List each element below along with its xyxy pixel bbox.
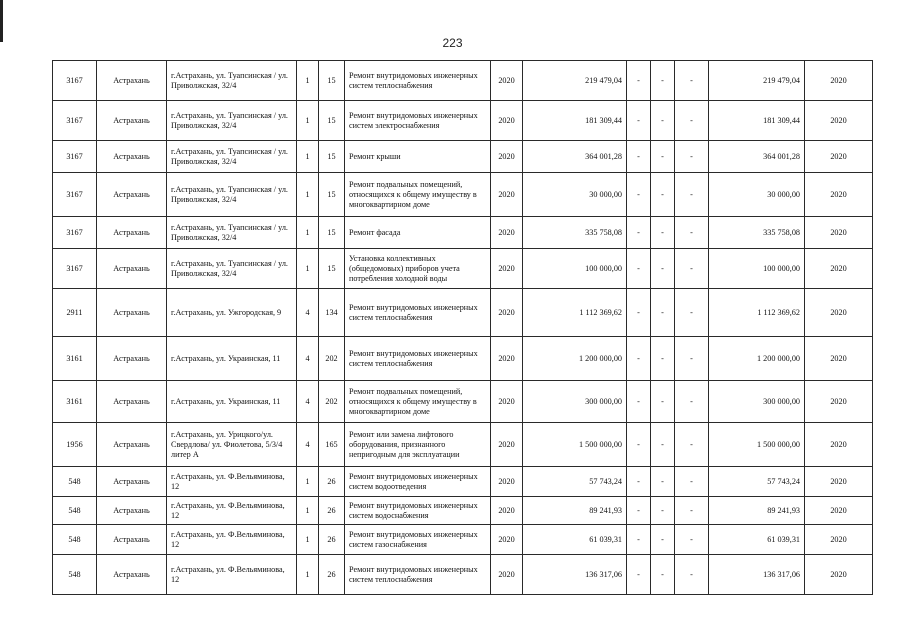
cell-work-type: Ремонт подвальных помещений, относящихся к общему имуществу в многоквартирном доме bbox=[345, 381, 491, 423]
cell-total: 57 743,24 bbox=[709, 467, 805, 497]
cell-cost: 57 743,24 bbox=[523, 467, 627, 497]
cell-year: 2020 bbox=[491, 217, 523, 249]
cell-city: Астрахань bbox=[97, 525, 167, 555]
cell-work-type: Ремонт подвальных помещений, относящихся к общему имуществу в многоквартирном доме bbox=[345, 173, 491, 217]
cell-work-type: Ремонт внутридомовых инженерных систем водоснабжения bbox=[345, 497, 491, 525]
cell-cost: 181 309,44 bbox=[523, 101, 627, 141]
cell-apartments: 15 bbox=[319, 141, 345, 173]
cell-cost: 219 479,04 bbox=[523, 61, 627, 101]
cell-completion-year: 2020 bbox=[805, 217, 873, 249]
cell-total: 219 479,04 bbox=[709, 61, 805, 101]
cell-dash-1: - bbox=[627, 61, 651, 101]
cell-completion-year: 2020 bbox=[805, 61, 873, 101]
table-row bbox=[53, 141, 873, 173]
cell-work-type: Ремонт внутридомовых инженерных систем теплоснабжения bbox=[345, 337, 491, 381]
cell-floors: 1 bbox=[297, 173, 319, 217]
cell-year: 2020 bbox=[491, 141, 523, 173]
cell-address: г.Астрахань, ул. Туапсинская / ул. Приволжская, 32/4 bbox=[167, 173, 297, 217]
cell-work-type: Ремонт внутридомовых инженерных систем теплоснабжения bbox=[345, 289, 491, 337]
cell-city: Астрахань bbox=[97, 497, 167, 525]
table-row bbox=[53, 289, 873, 337]
cell-id: 3161 bbox=[53, 381, 97, 423]
cell-work-type: Ремонт внутридомовых инженерных систем электроснабжения bbox=[345, 101, 491, 141]
cell-dash-3: - bbox=[675, 249, 709, 289]
cell-year: 2020 bbox=[491, 173, 523, 217]
cell-total: 30 000,00 bbox=[709, 173, 805, 217]
cell-apartments: 165 bbox=[319, 423, 345, 467]
cell-total: 1 112 369,62 bbox=[709, 289, 805, 337]
cell-apartments: 15 bbox=[319, 101, 345, 141]
cell-address: г.Астрахань, ул. Туапсинская / ул. Приволжская, 32/4 bbox=[167, 249, 297, 289]
cell-apartments: 15 bbox=[319, 249, 345, 289]
cell-floors: 4 bbox=[297, 289, 319, 337]
cell-total: 61 039,31 bbox=[709, 525, 805, 555]
table-row bbox=[53, 217, 873, 249]
cell-completion-year: 2020 bbox=[805, 173, 873, 217]
cell-cost: 30 000,00 bbox=[523, 173, 627, 217]
cell-apartments: 15 bbox=[319, 217, 345, 249]
table-row bbox=[53, 337, 873, 381]
cell-dash-3: - bbox=[675, 289, 709, 337]
cell-year: 2020 bbox=[491, 525, 523, 555]
cell-year: 2020 bbox=[491, 467, 523, 497]
table-row bbox=[53, 173, 873, 217]
cell-dash-2: - bbox=[651, 141, 675, 173]
cell-completion-year: 2020 bbox=[805, 141, 873, 173]
cell-cost: 1 500 000,00 bbox=[523, 423, 627, 467]
cell-address: г.Астрахань, ул. Туапсинская / ул. Приволжская, 32/4 bbox=[167, 101, 297, 141]
cell-floors: 1 bbox=[297, 525, 319, 555]
cell-total: 335 758,08 bbox=[709, 217, 805, 249]
cell-id: 3167 bbox=[53, 249, 97, 289]
cell-dash-3: - bbox=[675, 525, 709, 555]
cell-completion-year: 2020 bbox=[805, 467, 873, 497]
cell-id: 3167 bbox=[53, 101, 97, 141]
cell-dash-1: - bbox=[627, 337, 651, 381]
cell-city: Астрахань bbox=[97, 423, 167, 467]
cell-year: 2020 bbox=[491, 555, 523, 595]
cell-total: 89 241,93 bbox=[709, 497, 805, 525]
cell-dash-2: - bbox=[651, 337, 675, 381]
cell-completion-year: 2020 bbox=[805, 101, 873, 141]
cell-year: 2020 bbox=[491, 101, 523, 141]
cell-floors: 4 bbox=[297, 423, 319, 467]
cell-cost: 1 112 369,62 bbox=[523, 289, 627, 337]
cell-dash-2: - bbox=[651, 101, 675, 141]
cell-address: г.Астрахань, ул. Туапсинская / ул. Приволжская, 32/4 bbox=[167, 61, 297, 101]
cell-dash-2: - bbox=[651, 173, 675, 217]
cell-floors: 1 bbox=[297, 61, 319, 101]
cell-dash-1: - bbox=[627, 141, 651, 173]
cell-address: г.Астрахань, ул. Ф.Вельяминова, 12 bbox=[167, 555, 297, 595]
cell-id: 3167 bbox=[53, 141, 97, 173]
cell-address: г.Астрахань, ул. Урицкого/ул. Свердлова/ ул. Фиолетова, 5/3/4 литер А bbox=[167, 423, 297, 467]
cell-city: Астрахань bbox=[97, 337, 167, 381]
cell-cost: 335 758,08 bbox=[523, 217, 627, 249]
cell-cost: 1 200 000,00 bbox=[523, 337, 627, 381]
cell-dash-3: - bbox=[675, 61, 709, 101]
cell-work-type: Установка коллективных (общедомовых) приборов учета потребления холодной воды bbox=[345, 249, 491, 289]
cell-cost: 364 001,28 bbox=[523, 141, 627, 173]
cell-id: 3167 bbox=[53, 61, 97, 101]
cell-dash-2: - bbox=[651, 467, 675, 497]
cell-address: г.Астрахань, ул. Ужгородская, 9 bbox=[167, 289, 297, 337]
cell-apartments: 202 bbox=[319, 337, 345, 381]
cell-city: Астрахань bbox=[97, 289, 167, 337]
cell-dash-3: - bbox=[675, 381, 709, 423]
cell-city: Астрахань bbox=[97, 555, 167, 595]
cell-completion-year: 2020 bbox=[805, 423, 873, 467]
cell-dash-1: - bbox=[627, 101, 651, 141]
cell-dash-1: - bbox=[627, 249, 651, 289]
cell-id: 3161 bbox=[53, 337, 97, 381]
cell-id: 2911 bbox=[53, 289, 97, 337]
cell-year: 2020 bbox=[491, 61, 523, 101]
cell-id: 548 bbox=[53, 555, 97, 595]
cell-work-type: Ремонт внутридомовых инженерных систем теплоснабжения bbox=[345, 61, 491, 101]
cell-address: г.Астрахань, ул. Туапсинская / ул. Приволжская, 32/4 bbox=[167, 141, 297, 173]
cell-dash-2: - bbox=[651, 555, 675, 595]
cell-dash-2: - bbox=[651, 497, 675, 525]
cell-dash-3: - bbox=[675, 173, 709, 217]
cell-cost: 100 000,00 bbox=[523, 249, 627, 289]
cell-apartments: 26 bbox=[319, 497, 345, 525]
cell-dash-1: - bbox=[627, 173, 651, 217]
cell-year: 2020 bbox=[491, 289, 523, 337]
cell-work-type: Ремонт или замена лифтового оборудования, признанного непригодным для эксплуатации bbox=[345, 423, 491, 467]
cell-work-type: Ремонт крыши bbox=[345, 141, 491, 173]
cell-year: 2020 bbox=[491, 337, 523, 381]
cell-completion-year: 2020 bbox=[805, 555, 873, 595]
cell-floors: 1 bbox=[297, 497, 319, 525]
cell-completion-year: 2020 bbox=[805, 337, 873, 381]
cell-city: Астрахань bbox=[97, 381, 167, 423]
cell-city: Астрахань bbox=[97, 467, 167, 497]
cell-cost: 136 317,06 bbox=[523, 555, 627, 595]
cell-total: 364 001,28 bbox=[709, 141, 805, 173]
cell-completion-year: 2020 bbox=[805, 289, 873, 337]
cell-year: 2020 bbox=[491, 381, 523, 423]
cell-floors: 1 bbox=[297, 217, 319, 249]
cell-total: 300 000,00 bbox=[709, 381, 805, 423]
table-row bbox=[53, 249, 873, 289]
cell-dash-2: - bbox=[651, 289, 675, 337]
cell-work-type: Ремонт внутридомовых инженерных систем водоотведения bbox=[345, 467, 491, 497]
cell-dash-1: - bbox=[627, 525, 651, 555]
cell-apartments: 202 bbox=[319, 381, 345, 423]
cell-completion-year: 2020 bbox=[805, 381, 873, 423]
cell-cost: 61 039,31 bbox=[523, 525, 627, 555]
cell-dash-3: - bbox=[675, 337, 709, 381]
cell-completion-year: 2020 bbox=[805, 525, 873, 555]
cell-dash-3: - bbox=[675, 217, 709, 249]
cell-city: Астрахань bbox=[97, 101, 167, 141]
cell-dash-2: - bbox=[651, 249, 675, 289]
cell-id: 1956 bbox=[53, 423, 97, 467]
cell-apartments: 134 bbox=[319, 289, 345, 337]
cell-id: 3167 bbox=[53, 173, 97, 217]
cell-id: 548 bbox=[53, 497, 97, 525]
cell-work-type: Ремонт внутридомовых инженерных систем теплоснабжения bbox=[345, 555, 491, 595]
cell-dash-2: - bbox=[651, 381, 675, 423]
cell-dash-3: - bbox=[675, 101, 709, 141]
cell-floors: 4 bbox=[297, 381, 319, 423]
cell-floors: 1 bbox=[297, 141, 319, 173]
cell-total: 136 317,06 bbox=[709, 555, 805, 595]
cell-dash-1: - bbox=[627, 423, 651, 467]
cell-dash-3: - bbox=[675, 467, 709, 497]
cell-address: г.Астрахань, ул. Ф.Вельяминова, 12 bbox=[167, 467, 297, 497]
page-number: 223 bbox=[442, 36, 463, 50]
cell-cost: 89 241,93 bbox=[523, 497, 627, 525]
cell-floors: 1 bbox=[297, 101, 319, 141]
table-row bbox=[53, 381, 873, 423]
cell-apartments: 15 bbox=[319, 61, 345, 101]
table-row bbox=[53, 525, 873, 555]
cell-address: г.Астрахань, ул. Туапсинская / ул. Приволжская, 32/4 bbox=[167, 217, 297, 249]
cell-dash-1: - bbox=[627, 289, 651, 337]
cell-city: Астрахань bbox=[97, 217, 167, 249]
cell-id: 548 bbox=[53, 467, 97, 497]
cell-apartments: 26 bbox=[319, 467, 345, 497]
cell-year: 2020 bbox=[491, 497, 523, 525]
cell-dash-2: - bbox=[651, 61, 675, 101]
table-row bbox=[53, 467, 873, 497]
cell-completion-year: 2020 bbox=[805, 249, 873, 289]
cell-total: 1 200 000,00 bbox=[709, 337, 805, 381]
table-body bbox=[53, 61, 873, 595]
cell-address: г.Астрахань, ул. Ф.Вельяминова, 12 bbox=[167, 497, 297, 525]
cell-apartments: 15 bbox=[319, 173, 345, 217]
cell-id: 3167 bbox=[53, 217, 97, 249]
cell-total: 181 309,44 bbox=[709, 101, 805, 141]
cell-dash-3: - bbox=[675, 141, 709, 173]
cell-floors: 1 bbox=[297, 249, 319, 289]
cell-work-type: Ремонт внутридомовых инженерных систем газоснабжения bbox=[345, 525, 491, 555]
cell-dash-3: - bbox=[675, 555, 709, 595]
cell-city: Астрахань bbox=[97, 61, 167, 101]
cell-completion-year: 2020 bbox=[805, 497, 873, 525]
table-row bbox=[53, 101, 873, 141]
cell-city: Астрахань bbox=[97, 173, 167, 217]
cell-total: 100 000,00 bbox=[709, 249, 805, 289]
cell-dash-1: - bbox=[627, 381, 651, 423]
cell-address: г.Астрахань, ул. Ф.Вельяминова, 12 bbox=[167, 525, 297, 555]
cell-dash-2: - bbox=[651, 525, 675, 555]
cell-year: 2020 bbox=[491, 249, 523, 289]
cell-dash-2: - bbox=[651, 423, 675, 467]
cell-floors: 1 bbox=[297, 467, 319, 497]
cell-floors: 1 bbox=[297, 555, 319, 595]
cell-total: 1 500 000,00 bbox=[709, 423, 805, 467]
cell-year: 2020 bbox=[491, 423, 523, 467]
cell-id: 548 bbox=[53, 525, 97, 555]
cell-city: Астрахань bbox=[97, 141, 167, 173]
table-row bbox=[53, 423, 873, 467]
table-row bbox=[53, 555, 873, 595]
cell-address: г.Астрахань, ул. Украинская, 11 bbox=[167, 337, 297, 381]
cell-cost: 300 000,00 bbox=[523, 381, 627, 423]
cell-dash-1: - bbox=[627, 467, 651, 497]
cell-apartments: 26 bbox=[319, 555, 345, 595]
cell-dash-1: - bbox=[627, 497, 651, 525]
cell-dash-2: - bbox=[651, 217, 675, 249]
table-row bbox=[53, 497, 873, 525]
cell-dash-3: - bbox=[675, 423, 709, 467]
cell-work-type: Ремонт фасада bbox=[345, 217, 491, 249]
cell-dash-1: - bbox=[627, 217, 651, 249]
cell-apartments: 26 bbox=[319, 525, 345, 555]
cell-dash-1: - bbox=[627, 555, 651, 595]
cell-dash-3: - bbox=[675, 497, 709, 525]
cell-address: г.Астрахань, ул. Украинская, 11 bbox=[167, 381, 297, 423]
cell-city: Астрахань bbox=[97, 249, 167, 289]
cell-floors: 4 bbox=[297, 337, 319, 381]
table-row bbox=[53, 61, 873, 101]
repair-program-table bbox=[52, 60, 873, 595]
